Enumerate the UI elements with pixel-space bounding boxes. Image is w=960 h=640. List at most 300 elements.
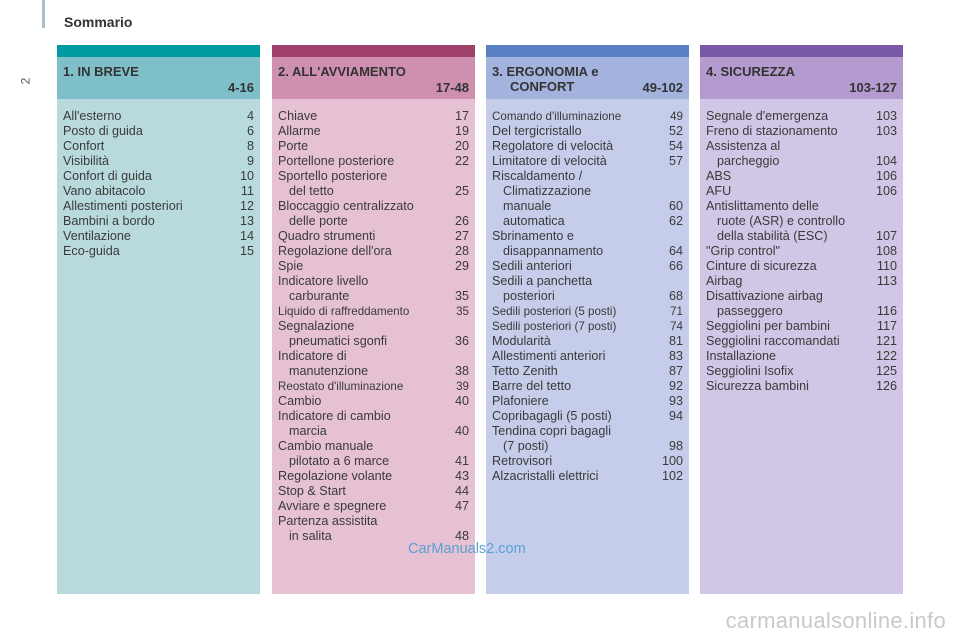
toc-entry-label: Bambini a bordo [63, 214, 155, 228]
toc-entry-label-wrap [278, 124, 321, 139]
toc-entry-label: Cambio [278, 394, 322, 408]
section-page-range: 49-102 [642, 80, 683, 95]
section-color-strip [486, 45, 689, 57]
toc-entry-label: Limitatore di velocità [492, 154, 607, 168]
toc-entry-page: 83 [668, 349, 683, 363]
toc-entry-page: 43 [454, 469, 469, 483]
toc-entry[interactable] [278, 199, 469, 229]
toc-entry-page: 15 [239, 244, 254, 258]
toc-entry[interactable] [706, 244, 897, 259]
toc-entry-page: 74 [670, 320, 683, 333]
toc-entry-label-wrap [278, 169, 387, 199]
toc-entry[interactable] [706, 184, 897, 199]
toc-entry-page: 27 [454, 229, 469, 243]
toc-entry-label-wrap [706, 334, 840, 349]
toc-entry-label-continued: pneumatici sgonfi [289, 334, 388, 348]
toc-entry[interactable] [492, 259, 683, 274]
toc-entry-page: 103 [875, 124, 897, 138]
toc-entry-page: 47 [454, 499, 469, 513]
toc-entry-label: Sedili posteriori (5 posti) [492, 305, 617, 318]
toc-entry[interactable] [492, 169, 683, 214]
toc-entry[interactable] [492, 124, 683, 139]
toc-entry-page: 64 [668, 244, 683, 258]
toc-entry-page: 121 [875, 334, 897, 348]
toc-entry-page: 4 [246, 109, 254, 123]
toc-entry-label: Tetto Zenith [492, 364, 558, 378]
toc-entry-label-wrap [63, 244, 120, 259]
toc-entry-page: 8 [246, 139, 254, 153]
toc-entry-label-wrap [706, 289, 823, 319]
toc-entry[interactable] [278, 124, 469, 139]
toc-entry[interactable] [706, 379, 897, 394]
toc-entry-label-wrap [492, 364, 558, 379]
toc-entry-label: Confort di guida [63, 169, 152, 183]
toc-entry[interactable] [63, 229, 254, 244]
section-title-line2: CONFORT [510, 79, 575, 94]
toc-entry-label: Regolatore di velocità [492, 139, 614, 153]
toc-entry-label: Ventilazione [63, 229, 131, 243]
section-page-range: 103-127 [849, 80, 897, 95]
toc-entry-page: 68 [668, 289, 683, 303]
toc-entry-label: All'esterno [63, 109, 122, 123]
section-color-strip [57, 45, 260, 57]
toc-entry-label: Riscaldamento / [492, 169, 583, 183]
toc-entry-label-wrap [492, 229, 603, 259]
toc-entry[interactable] [492, 154, 683, 169]
toc-entry-page: 108 [875, 244, 897, 258]
toc-entry-label: Porte [278, 139, 309, 153]
toc-entry-label-continued: del tetto [289, 184, 334, 198]
toc-entry-label: Allarme [278, 124, 321, 138]
toc-entry-label-continued: disappannamento [503, 244, 604, 258]
toc-entry-label-wrap [706, 319, 830, 334]
toc-entry[interactable] [492, 319, 683, 334]
section-entry-list [57, 99, 260, 259]
toc-entry[interactable] [492, 334, 683, 349]
toc-entry-label: Reostato d'illuminazione [278, 380, 404, 393]
toc-entry-label-continued: manutenzione [289, 364, 369, 378]
toc-entry-label-wrap [492, 424, 611, 454]
toc-entry[interactable] [278, 169, 469, 199]
toc-entry-page: 40 [454, 394, 469, 408]
toc-entry-label: Partenza assistita [278, 514, 378, 528]
toc-entry[interactable] [706, 289, 897, 319]
toc-entry-page: 11 [240, 184, 254, 198]
toc-entry-label-wrap [278, 394, 321, 409]
toc-entry[interactable] [706, 139, 897, 169]
section-title: 4. SICUREZZA [706, 64, 795, 79]
toc-entry[interactable] [492, 214, 683, 229]
toc-entry-label: Assistenza al [706, 139, 781, 153]
toc-entry-label-wrap [706, 199, 845, 244]
toc-entry-label-wrap [492, 469, 598, 484]
toc-entry-label: Cambio manuale [278, 439, 374, 453]
toc-entry[interactable] [278, 319, 469, 349]
toc-entry-page: 52 [668, 124, 683, 138]
toc-entry-label: Posto di guida [63, 124, 143, 138]
toc-entry-label-wrap [492, 379, 571, 394]
toc-entry-label-wrap [492, 319, 616, 334]
toc-entry-label: Regolazione dell'ora [278, 244, 392, 258]
toc-entry-label: Segnale d'emergenza [706, 109, 829, 123]
toc-entry-label-wrap [278, 154, 394, 169]
toc-entry-label: Indicatore di cambio [278, 409, 391, 423]
toc-entry[interactable] [278, 349, 469, 379]
toc-entry-label: Chiave [278, 109, 318, 123]
toc-entry[interactable] [492, 469, 683, 484]
toc-entry[interactable] [706, 109, 897, 124]
toc-entry[interactable] [706, 124, 897, 139]
toc-entry[interactable] [63, 124, 254, 139]
section-entry-list [700, 99, 903, 394]
toc-entry-label: Confort [63, 139, 105, 153]
section-title: 1. IN BREVE [63, 64, 139, 79]
toc-entry-label-wrap [492, 154, 607, 169]
toc-entry-page: 81 [668, 334, 683, 348]
toc-entry-label: Seggiolini per bambini [706, 319, 830, 333]
toc-entry-page: 71 [670, 305, 683, 318]
toc-entry-label: Quadro strumenti [278, 229, 376, 243]
toc-entry-label-wrap [278, 484, 346, 499]
toc-entry[interactable] [278, 109, 469, 124]
toc-entry-label-continued: delle porte [289, 214, 348, 228]
section-color-strip [272, 45, 475, 57]
toc-entry-label: AFU [706, 184, 732, 198]
toc-entry-label-wrap [278, 469, 392, 484]
toc-entry-label-wrap [492, 124, 582, 139]
toc-entry[interactable] [278, 304, 469, 319]
toc-entry-label: Freno di stazionamento [706, 124, 838, 138]
toc-entry-label-continued: (7 posti) [503, 439, 549, 453]
watermark-carmanualsonline: carmanualsonline.info [725, 608, 946, 633]
toc-entry-label-continued: Climatizzazione manuale [503, 184, 592, 213]
toc-entry-label: Sedili anteriori [492, 259, 572, 273]
toc-entry-page: 49 [670, 110, 683, 123]
section-entry-list [272, 99, 475, 544]
toc-entry-label: Seggiolini Isofix [706, 364, 794, 378]
toc-entry[interactable] [278, 409, 469, 439]
toc-entry-page: 39 [456, 380, 469, 393]
toc-entry-page: 14 [239, 229, 254, 243]
toc-entry[interactable] [278, 244, 469, 259]
header-accent-bar [42, 0, 45, 28]
toc-entry-label-wrap [63, 184, 145, 199]
toc-entry-label-wrap [63, 199, 183, 214]
toc-entry[interactable] [706, 274, 897, 289]
toc-entry[interactable] [278, 469, 469, 484]
toc-entry-label: Avviare e spegnere [278, 499, 387, 513]
toc-entry[interactable] [706, 349, 897, 364]
toc-entry-label: Copribagagli (5 posti) [492, 409, 612, 423]
toc-entry-page: 66 [668, 259, 683, 273]
toc-entry-label-continued: ruote (ASR) e controllo della stabilità (ESC) [717, 214, 846, 243]
toc-entry-page: 110 [876, 259, 897, 273]
toc-entry-label: Liquido di raffreddamento [278, 305, 410, 318]
toc-entry-page: 107 [875, 229, 897, 243]
toc-entry-page: 28 [454, 244, 469, 258]
toc-entry-page: 94 [668, 409, 683, 423]
toc-entry-page: 93 [668, 394, 683, 408]
toc-entry-label-wrap [278, 379, 403, 394]
section-header[interactable] [272, 57, 475, 99]
toc-entry-page: 17 [454, 109, 469, 123]
toc-entry-page: 100 [661, 454, 683, 468]
toc-entry-label: Airbag [706, 274, 743, 288]
toc-entry[interactable] [63, 214, 254, 229]
toc-entry[interactable] [492, 409, 683, 424]
toc-entry-label-wrap [706, 379, 809, 394]
section-page-range: 4-16 [227, 80, 254, 95]
toc-entry-page: 44 [454, 484, 469, 498]
toc-entry-label-wrap [278, 274, 368, 304]
toc-entry-page: 13 [239, 214, 254, 228]
toc-entry[interactable] [63, 184, 254, 199]
toc-entry[interactable] [706, 334, 897, 349]
toc-entry[interactable] [278, 379, 469, 394]
toc-entry-label-wrap [278, 439, 389, 469]
toc-entry-label: Antislittamento delle [706, 199, 819, 213]
toc-entry[interactable] [63, 169, 254, 184]
toc-entry-label-continued: in salita [289, 529, 332, 543]
toc-entry-label-wrap [706, 124, 838, 139]
section-page-range: 17-48 [435, 80, 469, 95]
toc-entry-label: Vano abitacolo [63, 184, 146, 198]
toc-entry-label-wrap [706, 274, 742, 289]
toc-entry[interactable] [278, 229, 469, 244]
toc-entry-label-wrap [63, 169, 152, 184]
toc-entry-label-wrap [492, 259, 572, 274]
toc-entry-label-wrap [706, 259, 817, 274]
toc-entry-page: 122 [875, 349, 897, 363]
toc-entry-page: 41 [454, 454, 469, 468]
toc-entry[interactable] [492, 139, 683, 154]
toc-entry-label: Indicatore livello [278, 274, 369, 288]
toc-section-2 [272, 45, 475, 594]
toc-entry-label: Sedili a panchetta [492, 274, 593, 288]
toc-entry-label-wrap [278, 349, 368, 379]
toc-entry-label: Comando d'illuminazione [492, 110, 622, 123]
toc-section-3 [486, 45, 689, 594]
toc-entry-label-wrap [278, 244, 392, 259]
toc-entry[interactable] [706, 259, 897, 274]
toc-entry-label: Stop & Start [278, 484, 346, 498]
toc-section-1 [57, 45, 260, 594]
toc-entry-page: 102 [661, 469, 683, 483]
toc-entry-page: 116 [876, 304, 897, 318]
toc-entry-label: Bloccaggio centralizzato [278, 199, 414, 213]
toc-entry-page: 48 [454, 529, 469, 543]
toc-entry[interactable] [492, 229, 683, 259]
toc-entry-label: "Grip control" [706, 244, 781, 258]
toc-entry-label-wrap [278, 259, 303, 274]
toc-entry-page: 103 [875, 109, 897, 123]
toc-entry[interactable] [63, 139, 254, 154]
toc-entry-label-wrap [706, 109, 828, 124]
toc-entry-label-wrap [492, 274, 592, 304]
toc-entry-label-wrap [706, 244, 780, 259]
toc-entry[interactable] [278, 139, 469, 154]
toc-entry-label-wrap [63, 214, 155, 229]
section-color-strip [700, 45, 903, 57]
toc-entry-label: ABS [706, 169, 732, 183]
section-header[interactable] [486, 57, 689, 99]
toc-entry[interactable] [278, 259, 469, 274]
toc-entry[interactable] [63, 244, 254, 259]
toc-entry-label-wrap [492, 394, 549, 409]
toc-entry-label-wrap [492, 214, 565, 229]
toc-entry-label-wrap [492, 304, 616, 319]
toc-entry[interactable] [706, 199, 897, 244]
toc-entry[interactable] [492, 454, 683, 469]
toc-entry-label-wrap [278, 514, 377, 544]
toc-entry-label: Regolazione volante [278, 469, 393, 483]
toc-entry-page: 104 [875, 154, 897, 168]
toc-entry-label-wrap [492, 454, 552, 469]
toc-entry-label-wrap [63, 154, 109, 169]
toc-entry-page: 60 [668, 199, 683, 213]
toc-entry-label: Sedili posteriori (7 posti) [492, 320, 617, 333]
toc-entry-label-continued: carburante [289, 289, 350, 303]
toc-entry[interactable] [492, 274, 683, 304]
toc-entry-label-wrap [492, 139, 613, 154]
toc-entry-label-wrap [492, 409, 612, 424]
toc-entry-page: 19 [454, 124, 469, 138]
toc-entry-page: 125 [875, 364, 897, 378]
toc-entry[interactable] [492, 424, 683, 454]
toc-entry-page: 20 [454, 139, 469, 153]
toc-entry-label-continued: posteriori [503, 289, 555, 303]
toc-entry-page: 25 [454, 184, 469, 198]
toc-entry-label-wrap [278, 229, 375, 244]
toc-entry-label: Modularità [492, 334, 551, 348]
toc-entry-label-wrap [492, 169, 591, 214]
toc-entry[interactable] [492, 349, 683, 364]
toc-entry-label-wrap [278, 199, 414, 229]
toc-entry-label: Disattivazione airbag [706, 289, 823, 303]
section-title: 3. ERGONOMIA e [492, 64, 599, 79]
toc-entry-label-wrap [492, 334, 551, 349]
toc-entry[interactable] [492, 364, 683, 379]
toc-entry[interactable] [492, 379, 683, 394]
section-header[interactable] [700, 57, 903, 99]
toc-entry-page: 6 [246, 124, 254, 138]
toc-entry-page: 106 [875, 169, 897, 183]
toc-entry-label: Tendina copri bagagli [492, 424, 612, 438]
toc-entry-label-wrap [706, 139, 780, 169]
toc-entry-label: Allestimenti posteriori [63, 199, 183, 213]
toc-entry-label-wrap [492, 349, 605, 364]
toc-entry-label-continued: pilotato a 6 marce [289, 454, 390, 468]
toc-entry-label-wrap [278, 139, 308, 154]
toc-entry-label: Portellone posteriore [278, 154, 395, 168]
toc-entry-label: Barre del tetto [492, 379, 572, 393]
toc-entry-label-wrap [63, 124, 143, 139]
toc-entry-page: 126 [875, 379, 897, 393]
toc-entry-page: 38 [454, 364, 469, 378]
toc-entry-label-wrap [278, 319, 387, 349]
toc-entry-label-wrap [706, 364, 794, 379]
toc-entry-page: 36 [454, 334, 469, 348]
toc-entry-page: 12 [239, 199, 254, 213]
toc-entry-label: Indicatore di [278, 349, 347, 363]
toc-entry[interactable] [63, 154, 254, 169]
toc-entry[interactable] [278, 484, 469, 499]
toc-entry[interactable] [278, 274, 469, 304]
toc-entry-label: Sportello posteriore [278, 169, 388, 183]
toc-entry-label: Plafoniere [492, 394, 549, 408]
toc-entry[interactable] [492, 109, 683, 124]
toc-entry[interactable] [706, 169, 897, 184]
toc-entry-label-continued: marcia [289, 424, 327, 438]
section-title: 2. ALL'AVVIAMENTO [278, 64, 406, 79]
toc-entry[interactable] [706, 319, 897, 334]
toc-entry-label-wrap [706, 184, 731, 199]
toc-entry[interactable] [706, 364, 897, 379]
toc-entry-label: Eco-guida [63, 244, 120, 258]
page-number: 2 [18, 77, 33, 85]
toc-entry-label: Alzacristalli elettrici [492, 469, 599, 483]
toc-entry-label-wrap [278, 409, 391, 439]
toc-entry-label-wrap [63, 109, 121, 124]
toc-entry-page: 54 [668, 139, 683, 153]
toc-entry[interactable] [63, 109, 254, 124]
toc-entry-label-wrap [63, 139, 104, 154]
toc-entry-label-continued: parcheggio [717, 154, 780, 168]
toc-entry-label-wrap [492, 109, 621, 124]
toc-entry-label-wrap [278, 499, 386, 514]
section-entry-list [486, 99, 689, 484]
toc-entry-label: Cinture di sicurezza [706, 259, 817, 273]
toc-entry-label-wrap [63, 229, 131, 244]
toc-entry-label-continued: automatica [503, 214, 565, 228]
toc-entry[interactable] [492, 304, 683, 319]
toc-entry[interactable] [63, 199, 254, 214]
toc-entry-label: Allestimenti anteriori [492, 349, 606, 363]
toc-entry-label-wrap [278, 109, 317, 124]
toc-entry[interactable] [278, 154, 469, 169]
toc-entry-page: 9 [246, 154, 254, 168]
toc-entry-page: 92 [668, 379, 683, 393]
toc-section-4 [700, 45, 903, 594]
toc-entry[interactable] [278, 439, 469, 469]
page-title: Sommario [64, 14, 133, 30]
toc-entry-page: 106 [875, 184, 897, 198]
toc-entry-page: 87 [668, 364, 683, 378]
toc-entry-label: Sbrinamento e [492, 229, 574, 243]
toc-entry-page: 35 [454, 289, 469, 303]
toc-entry[interactable] [278, 514, 469, 544]
toc-entry-label: Spie [278, 259, 304, 273]
toc-entry[interactable] [492, 394, 683, 409]
toc-entry-page: 35 [456, 305, 469, 318]
toc-entry-page: 40 [454, 424, 469, 438]
toc-entry-page: 26 [454, 214, 469, 228]
toc-entry[interactable] [278, 499, 469, 514]
toc-entry-label-continued: passeggero [717, 304, 783, 318]
toc-entry-label: Sicurezza bambini [706, 379, 809, 393]
toc-entry-label-wrap [278, 304, 409, 319]
toc-entry-page: 113 [876, 274, 897, 288]
toc-entry-page: 98 [668, 439, 683, 453]
toc-entry-page: 29 [454, 259, 469, 273]
watermark-carmanuals2: CarManuals2.com [408, 541, 526, 557]
toc-entry-label-wrap [706, 349, 776, 364]
toc-entry-label: Retrovisori [492, 454, 553, 468]
toc-entry-label: Segnalazione [278, 319, 355, 333]
section-header[interactable] [57, 57, 260, 99]
toc-entry[interactable] [278, 394, 469, 409]
toc-entry-page: 117 [876, 319, 897, 333]
